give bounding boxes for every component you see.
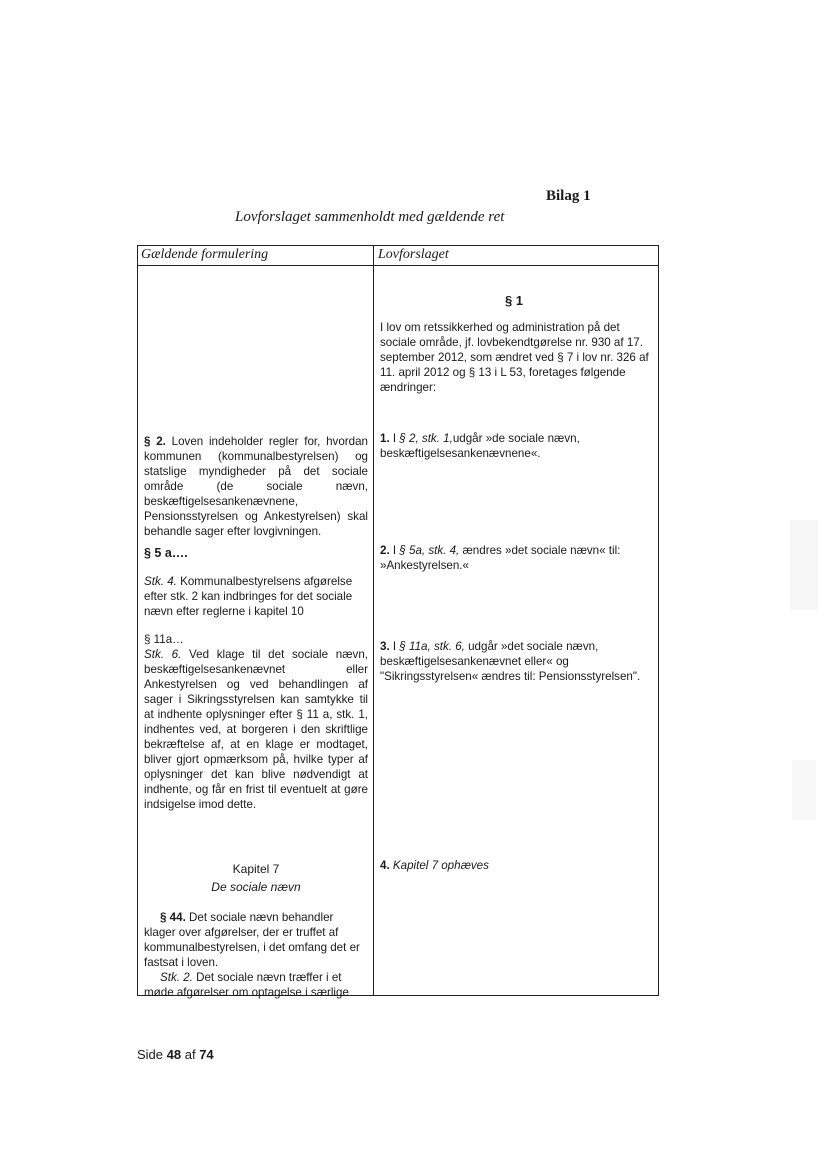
paragraph-text: Loven indeholder regler for, hvordan kommunen (kommunalbestyrelsen) og statslige myndigheder på det sociale område (de sociale nævn, beskæftigelsesankenævnene, Pensionsstyrelsen og Ankestyrelsen) skal behandle sager efter lovgivningen. xyxy=(144,435,368,538)
stk-label: Stk. 2. xyxy=(160,971,193,984)
proposal-item-2 xyxy=(380,543,652,573)
paragraph-44-main xyxy=(144,910,368,970)
item-text: udgår »det sociale nævn, beskæftigelsesankenævnet eller« og "Sikringsstyrelsen« ændres til: Pensionsstyrelsen". xyxy=(380,640,641,683)
section-heading: § 1 xyxy=(504,293,524,308)
paragraph-text: Ved klage til det sociale nævn, beskæftigelsesankenævnet eller Ankestyrelsen og ved behandlingen af sager i Sikringsstyrelsen kan samtykke til at indhente oplysninger efter § 11 a, stk. 1, indhentes ved, at borgeren i den skriftlige bekræftelse af, at en klage er modtaget, bliver gjort opmærksom på, hvilke typer af oplysninger det kan blive nødvendigt at indhente, og får en frist til eventuelt at gøre indsigelse imod dette. xyxy=(144,648,368,811)
chapter-title: Kapitel 7 xyxy=(232,862,280,876)
scan-artifact xyxy=(792,760,816,820)
column-header-current: Gældende formulering xyxy=(141,247,269,262)
item-number: 1. xyxy=(380,432,390,445)
footer-prefix: Side xyxy=(137,1047,167,1062)
paragraph-number: § 2. xyxy=(144,435,166,448)
total-page-count: 74 xyxy=(199,1047,214,1062)
proposal-intro: I lov om retssikkerhed og administration på det sociale område, jf. lovbekendtgørelse nr. 930 af 17. september 2012, som ændret ved § 7 i lov nr. 326 af 11. april 2012 og § 13 i L 53, foretages følgende ændringer: xyxy=(380,321,649,394)
column-divider xyxy=(373,245,374,996)
footer-middle: af xyxy=(181,1047,200,1062)
chapter-subtitle: De sociale nævn xyxy=(211,880,301,894)
page-subtitle: Lovforslaget sammenholdt med gældende ret xyxy=(235,209,505,225)
paragraph-44-stk2 xyxy=(144,970,368,1000)
proposal-item-3 xyxy=(380,639,652,684)
item-text: I xyxy=(389,432,400,445)
appendix-label: Bilag 1 xyxy=(546,188,591,204)
current-paragraph-11a-heading: § 11a… xyxy=(144,633,184,646)
item-number: 3. xyxy=(380,640,390,653)
current-paragraph-44 xyxy=(144,910,368,1000)
stk-label: Stk. 6. xyxy=(144,648,182,661)
column-header-proposal: Lovforslaget xyxy=(378,247,449,262)
item-text: udgår »de sociale nævn, beskæftigelsesankenævnene«. xyxy=(380,432,580,460)
item-text: ændres »det sociale nævn« til: »Ankestyrelsen.« xyxy=(380,544,621,572)
current-paragraph-2 xyxy=(144,434,368,539)
paragraph-number: § 44. xyxy=(160,911,186,924)
header-divider xyxy=(137,265,659,266)
scan-artifact xyxy=(790,520,818,610)
item-reference: § 5a, stk. 4, xyxy=(399,544,460,557)
item-text: Kapitel 7 ophæves xyxy=(389,859,489,872)
proposal-item-1 xyxy=(380,431,652,461)
item-text: I xyxy=(389,640,400,653)
current-paragraph-5a-stk4 xyxy=(144,574,368,619)
page-footer xyxy=(137,1047,214,1062)
item-number: 2. xyxy=(380,544,390,557)
current-page-number: 48 xyxy=(166,1047,182,1062)
item-text: I xyxy=(389,544,400,557)
item-reference: § 2, stk. 1, xyxy=(399,432,453,445)
current-paragraph-5a-heading: § 5 a…. xyxy=(144,546,188,560)
paragraph-text: Det sociale nævn behandler klager over afgørelser, der er truffet af kommunalbestyrelsen, i det omfang det er fastsat i loven. xyxy=(144,911,360,969)
paragraph-text: Kommunalbestyrelsens afgørelse efter stk. 2 kan indbringes for det sociale nævn efter reglerne i kapitel 10 xyxy=(144,575,353,618)
paragraph-text: Det sociale nævn træffer i et møde afgørelser om optagelse i særlige xyxy=(144,971,349,999)
item-reference: § 11a, stk. 6, xyxy=(399,640,465,653)
proposal-item-4 xyxy=(380,858,652,873)
item-number: 4. xyxy=(380,859,390,872)
current-paragraph-11a-stk6 xyxy=(144,647,368,812)
stk-label: Stk. 4. xyxy=(144,575,177,588)
